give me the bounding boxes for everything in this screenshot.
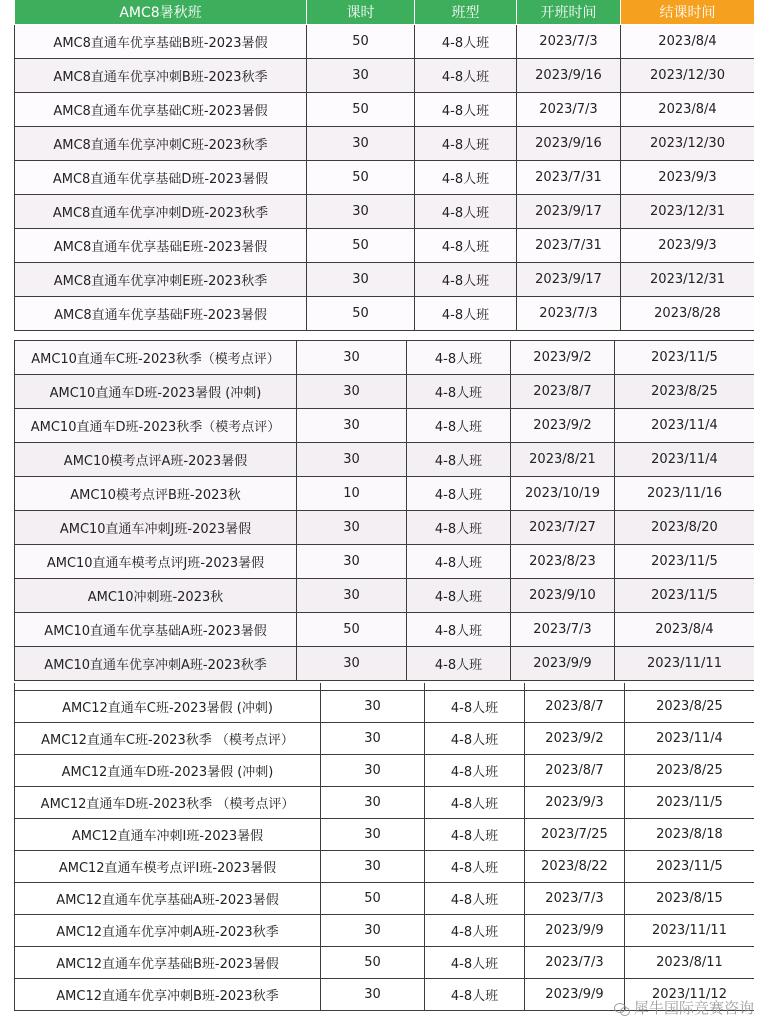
cell-end-date: 2023/11/4 (625, 723, 755, 755)
cell-end-date: 2023/9/3 (621, 229, 755, 263)
cell-course-name: AMC8直通车优享基础B班-2023暑假 (15, 25, 307, 59)
cell-end-date: 2023/8/4 (621, 93, 755, 127)
cell-course-name: AMC12直通车优享基础A班-2023暑假 (15, 883, 321, 915)
cell-end-date: 2023/8/15 (625, 883, 755, 915)
cell-start-date: 2023/9/3 (525, 787, 625, 819)
table-row-spacer (15, 683, 755, 691)
cell-end-date: 2023/11/5 (615, 545, 755, 579)
cell-hours: 30 (307, 263, 415, 297)
cell-start-date: 2023/9/10 (511, 579, 615, 613)
cell-end-date: 2023/8/20 (615, 511, 755, 545)
cell-end-date: 2023/8/4 (615, 613, 755, 647)
cell-hours: 30 (297, 579, 407, 613)
cell-hours: 50 (307, 25, 415, 59)
cell-start-date: 2023/7/25 (525, 819, 625, 851)
cell-hours: 30 (321, 851, 425, 883)
cell-start-date: 2023/9/9 (525, 979, 625, 1011)
cell-course-name: AMC12直通车C班-2023秋季 （模考点评） (15, 723, 321, 755)
cell-start-date: 2023/9/16 (517, 59, 621, 93)
cell-hours: 30 (307, 195, 415, 229)
cell-class-type: 4-8人班 (407, 477, 511, 511)
table-row (15, 691, 755, 723)
cell-start-date: 2023/8/7 (525, 691, 625, 723)
table-row (15, 545, 755, 579)
cell-class-type: 4-8人班 (407, 341, 511, 375)
cell-course-name: AMC12直通车C班-2023暑假 (冲刺) (15, 691, 321, 723)
cell-start-date: 2023/9/9 (525, 915, 625, 947)
cell-course-name: AMC12直通车优享冲刺B班-2023秋季 (15, 979, 321, 1011)
cell-hours: 50 (307, 93, 415, 127)
cell-start-date: 2023/8/7 (525, 755, 625, 787)
cell-hours: 50 (321, 947, 425, 979)
spacer-cell (525, 683, 625, 691)
cell-class-type: 4-8人班 (415, 297, 517, 331)
table-row (15, 947, 755, 979)
table-row (15, 341, 755, 375)
cell-start-date: 2023/8/23 (511, 545, 615, 579)
cell-hours: 50 (307, 297, 415, 331)
cell-class-type: 4-8人班 (415, 93, 517, 127)
table-row (15, 613, 755, 647)
cell-course-name: AMC10直通车优享冲刺A班-2023秋季 (15, 647, 297, 681)
cell-hours: 30 (321, 915, 425, 947)
cell-class-type: 4-8人班 (425, 691, 525, 723)
cell-class-type: 4-8人班 (425, 883, 525, 915)
cell-hours: 30 (321, 691, 425, 723)
cell-start-date: 2023/9/17 (517, 195, 621, 229)
table-row (15, 755, 755, 787)
cell-end-date: 2023/11/5 (615, 579, 755, 613)
cell-class-type: 4-8人班 (425, 851, 525, 883)
cell-course-name: AMC8直通车优享基础F班-2023暑假 (15, 297, 307, 331)
cell-start-date: 2023/7/3 (517, 25, 621, 59)
cell-course-name: AMC10冲刺班-2023秋 (15, 579, 297, 613)
cell-course-name: AMC10直通车模考点评J班-2023暑假 (15, 545, 297, 579)
cell-end-date: 2023/12/30 (621, 59, 755, 93)
cell-class-type: 4-8人班 (415, 195, 517, 229)
table-row (15, 161, 755, 195)
table-row (15, 263, 755, 297)
cell-course-name: AMC10直通车冲刺J班-2023暑假 (15, 511, 297, 545)
cell-class-type: 4-8人班 (407, 443, 511, 477)
cell-hours: 30 (297, 409, 407, 443)
cell-hours: 10 (297, 477, 407, 511)
cell-end-date: 2023/11/11 (615, 647, 755, 681)
cell-hours: 30 (297, 341, 407, 375)
cell-end-date: 2023/8/28 (621, 297, 755, 331)
cell-class-type: 4-8人班 (415, 25, 517, 59)
cell-end-date: 2023/12/31 (621, 195, 755, 229)
table-row (15, 579, 755, 613)
cell-class-type: 4-8人班 (415, 127, 517, 161)
header-class-type: 班型 (415, 0, 517, 25)
cell-course-name: AMC8直通车优享冲刺B班-2023秋季 (15, 59, 307, 93)
cell-end-date: 2023/11/16 (615, 477, 755, 511)
cell-start-date: 2023/7/31 (517, 229, 621, 263)
cell-start-date: 2023/8/7 (511, 375, 615, 409)
cell-course-name: AMC12直通车模考点评I班-2023暑假 (15, 851, 321, 883)
spacer-cell (15, 683, 321, 691)
cell-class-type: 4-8人班 (407, 545, 511, 579)
cell-start-date: 2023/10/19 (511, 477, 615, 511)
cell-hours: 30 (321, 755, 425, 787)
table-row (15, 93, 755, 127)
table-row (15, 297, 755, 331)
table-row (15, 915, 755, 947)
cell-start-date: 2023/9/16 (517, 127, 621, 161)
table-row (15, 409, 755, 443)
spacer-cell (625, 683, 755, 691)
cell-end-date: 2023/9/3 (621, 161, 755, 195)
cell-start-date: 2023/7/3 (511, 613, 615, 647)
cell-end-date: 2023/8/25 (625, 755, 755, 787)
cell-course-name: AMC8直通车优享冲刺D班-2023秋季 (15, 195, 307, 229)
table-row (15, 723, 755, 755)
cell-hours: 50 (297, 613, 407, 647)
table-header-row (15, 0, 755, 25)
table-row (15, 229, 755, 263)
cell-course-name: AMC8直通车优享冲刺E班-2023秋季 (15, 263, 307, 297)
amc12-schedule-table (14, 683, 754, 1024)
table-row (15, 477, 755, 511)
cell-course-name: AMC12直通车冲刺I班-2023暑假 (15, 819, 321, 851)
cell-class-type: 4-8人班 (415, 161, 517, 195)
cell-end-date: 2023/8/11 (625, 947, 755, 979)
table-row (15, 195, 755, 229)
table-row (15, 819, 755, 851)
cell-course-name: AMC10直通车D班-2023暑假 (冲刺) (15, 375, 297, 409)
spacer-cell (321, 683, 425, 691)
cell-course-name: AMC8直通车优享基础C班-2023暑假 (15, 93, 307, 127)
watermark (614, 997, 754, 1018)
cell-end-date: 2023/8/4 (621, 25, 755, 59)
cell-hours: 30 (297, 647, 407, 681)
cell-end-date: 2023/12/31 (621, 263, 755, 297)
cell-course-name: AMC8直通车优享基础E班-2023暑假 (15, 229, 307, 263)
cell-course-name: AMC10直通车C班-2023秋季（模考点评） (15, 341, 297, 375)
amc10-schedule-table (14, 340, 754, 683)
cell-course-name: AMC10直通车优享基础A班-2023暑假 (15, 613, 297, 647)
cell-hours: 30 (321, 979, 425, 1011)
cell-class-type: 4-8人班 (415, 229, 517, 263)
cell-class-type: 4-8人班 (407, 409, 511, 443)
cell-class-type: 4-8人班 (425, 755, 525, 787)
cell-course-name: AMC12直通车优享基础B班-2023暑假 (15, 947, 321, 979)
cell-end-date: 2023/11/5 (625, 851, 755, 883)
cell-class-type: 4-8人班 (425, 947, 525, 979)
cell-end-date: 2023/8/25 (615, 375, 755, 409)
amc8-schedule-table (14, 0, 754, 340)
cell-end-date: 2023/11/4 (615, 409, 755, 443)
header-end-date: 结课时间 (621, 0, 755, 25)
table-row (15, 25, 755, 59)
cell-class-type: 4-8人班 (407, 511, 511, 545)
cell-end-date: 2023/11/12 (625, 979, 755, 1011)
header-start-date: 开班时间 (517, 0, 621, 25)
cell-end-date: 2023/11/5 (625, 787, 755, 819)
cell-start-date: 2023/9/9 (511, 647, 615, 681)
cell-hours: 30 (297, 443, 407, 477)
cell-start-date: 2023/8/22 (525, 851, 625, 883)
cell-start-date: 2023/7/3 (525, 883, 625, 915)
cell-end-date: 2023/11/11 (625, 915, 755, 947)
table-row (15, 883, 755, 915)
table-row (15, 851, 755, 883)
cell-start-date: 2023/9/17 (517, 263, 621, 297)
wechat-icon (614, 1000, 630, 1016)
table-row (15, 443, 755, 477)
table-row (15, 787, 755, 819)
cell-class-type: 4-8人班 (425, 819, 525, 851)
cell-class-type: 4-8人班 (425, 723, 525, 755)
cell-hours: 30 (321, 787, 425, 819)
cell-course-name: AMC12直通车优享冲刺A班-2023秋季 (15, 915, 321, 947)
cell-class-type: 4-8人班 (407, 375, 511, 409)
header-course: AMC8暑秋班 (15, 0, 307, 25)
cell-course-name: AMC12直通车D班-2023暑假 (冲刺) (15, 755, 321, 787)
cell-start-date: 2023/9/2 (525, 723, 625, 755)
cell-class-type: 4-8人班 (425, 915, 525, 947)
cell-start-date: 2023/9/2 (511, 341, 615, 375)
cell-end-date: 2023/11/5 (615, 341, 755, 375)
cell-end-date: 2023/8/18 (625, 819, 755, 851)
cell-start-date: 2023/7/3 (517, 93, 621, 127)
cell-class-type: 4-8人班 (407, 579, 511, 613)
cell-hours: 30 (321, 723, 425, 755)
cell-course-name: AMC10模考点评B班-2023秋 (15, 477, 297, 511)
cell-end-date: 2023/8/25 (625, 691, 755, 723)
table-row (15, 375, 755, 409)
cell-class-type: 4-8人班 (415, 263, 517, 297)
table-row (15, 647, 755, 681)
cell-start-date: 2023/8/21 (511, 443, 615, 477)
cell-course-name: AMC8直通车优享冲刺C班-2023秋季 (15, 127, 307, 161)
cell-class-type: 4-8人班 (407, 647, 511, 681)
cell-hours: 30 (321, 819, 425, 851)
table-row (15, 511, 755, 545)
table-row (15, 59, 755, 93)
cell-course-name: AMC12直通车D班-2023秋季 （模考点评） (15, 787, 321, 819)
cell-course-name: AMC10直通车D班-2023秋季（模考点评） (15, 409, 297, 443)
header-hours: 课时 (307, 0, 415, 25)
cell-start-date: 2023/7/3 (517, 297, 621, 331)
cell-class-type: 4-8人班 (425, 979, 525, 1011)
cell-end-date: 2023/12/30 (621, 127, 755, 161)
cell-hours: 30 (297, 375, 407, 409)
cell-hours: 30 (307, 127, 415, 161)
table-row (15, 127, 755, 161)
cell-start-date: 2023/7/3 (525, 947, 625, 979)
cell-class-type: 4-8人班 (415, 59, 517, 93)
cell-hours: 50 (307, 161, 415, 195)
cell-hours: 50 (321, 883, 425, 915)
cell-hours: 50 (307, 229, 415, 263)
cell-course-name: AMC8直通车优享基础D班-2023暑假 (15, 161, 307, 195)
cell-start-date: 2023/9/2 (511, 409, 615, 443)
cell-hours: 30 (307, 59, 415, 93)
cell-start-date: 2023/7/27 (511, 511, 615, 545)
cell-end-date: 2023/11/4 (615, 443, 755, 477)
cell-start-date: 2023/7/31 (517, 161, 621, 195)
watermark-text: 犀牛国际竞赛咨询 (633, 999, 754, 1017)
cell-hours: 30 (297, 511, 407, 545)
cell-class-type: 4-8人班 (425, 787, 525, 819)
cell-hours: 30 (297, 545, 407, 579)
cell-course-name: AMC10模考点评A班-2023暑假 (15, 443, 297, 477)
cell-class-type: 4-8人班 (407, 613, 511, 647)
spacer-cell (425, 683, 525, 691)
